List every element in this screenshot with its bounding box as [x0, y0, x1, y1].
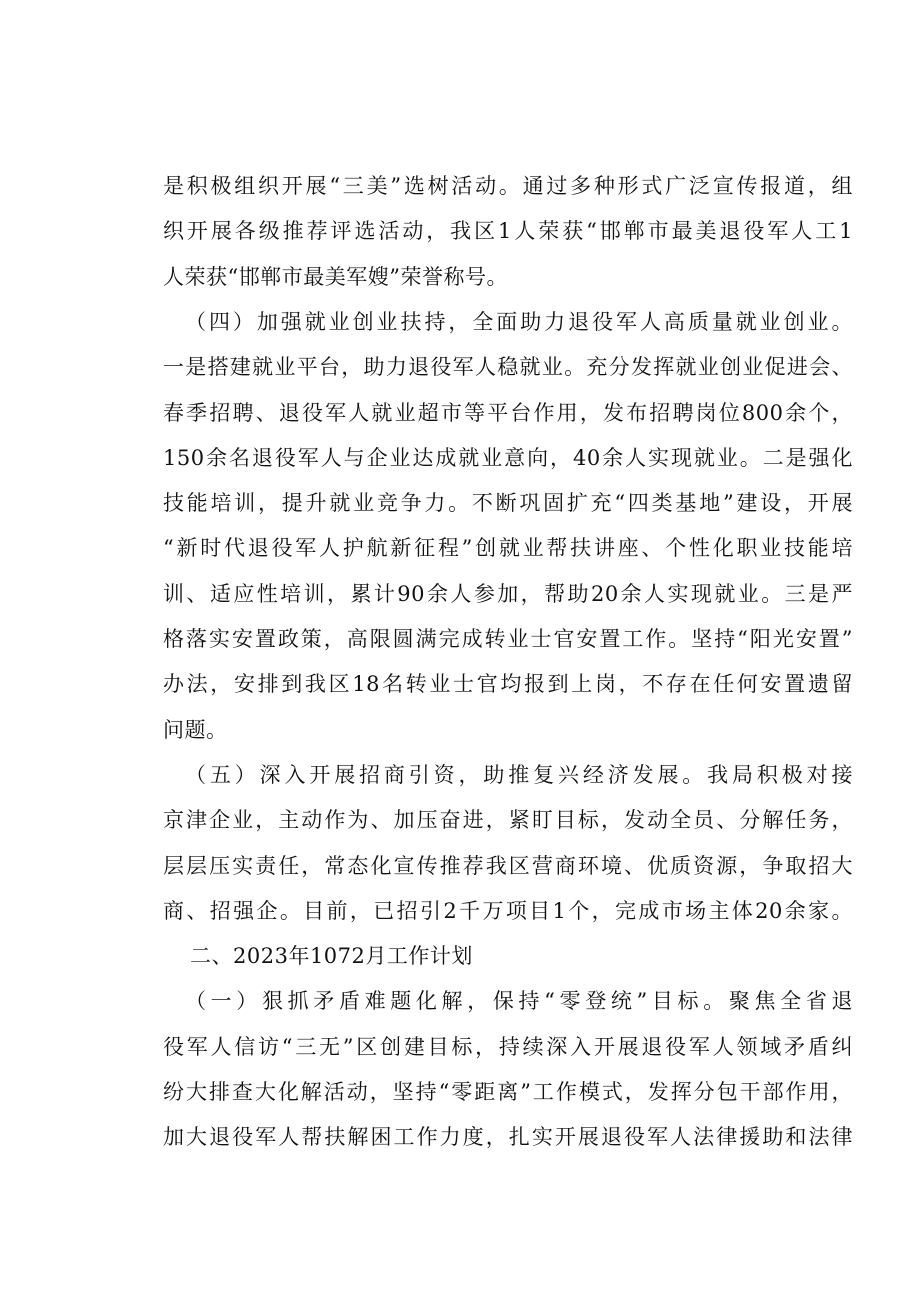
text-line: 办法，安排到我区18名转业士官均报到上岗，不存在任何安置遗留 [163, 672, 853, 697]
text-line: 人荣获“邯郸市最美军嫂”荣誉称号。 [163, 264, 508, 289]
text-line: “新时代退役军人护航新征程”创就业帮扶讲座、个性化职业技能培 [163, 536, 853, 561]
text-line: 训、适应性培训，累计90余人参加，帮助20余人实现就业。三是严 [163, 581, 853, 606]
text-line: 技能培训，提升就业竞争力。不断巩固扩充“四类基地”建设，开展 [163, 491, 853, 516]
text-line: 150余名退役军人与企业达成就业意向，40余人实现就业。二是强化 [163, 445, 853, 470]
text-line: 二、2023年1072月工作计划 [190, 944, 473, 969]
text-line: 织开展各级推荐评选活动，我区1人荣获“邯郸市最美退役军人工1 [163, 219, 853, 244]
text-line: 一是搭建就业平台，助力退役军人稳就业。充分发挥就业创业促进会、 [163, 355, 853, 380]
text-line: 层层压实责任，常态化宣传推荐我区营商环境、优质资源，争取招大 [163, 853, 853, 878]
text-line: （五）深入开展招商引资，助推复兴经济发展。我局积极对接 [185, 762, 853, 787]
text-line: 纷大排查大化解活动，坚持“零距离”工作模式，发挥分包干部作用， [163, 1080, 853, 1104]
text-line: （四）加强就业创业扶持，全面助力退役军人高质量就业创业。 [185, 309, 853, 334]
text-line: 问题。 [163, 717, 228, 742]
text-line: 京津企业，主动作为、加压奋进，紧盯目标，发动全员、分解任务， [163, 808, 853, 833]
text-line: 格落实安置政策，高限圆满完成转业士官安置工作。坚持“阳光安置” [163, 627, 853, 651]
text-line: （一）狠抓矛盾难题化解，保持“零登统”目标。聚焦全省退 [185, 989, 853, 1014]
text-line: 春季招聘、退役军人就业超市等平台作用，发布招聘岗位800余个， [163, 400, 853, 425]
text-line: 商、招强企。目前，已招引2千万项目1个，完成市场主体20余家。 [163, 898, 853, 923]
text-line: 加大退役军人帮扶解困工作力度，扎实开展退役军人法律援助和法律 [163, 1125, 853, 1150]
text-line: 役军人信访“三无”区创建目标，持续深入开展退役军人领域矛盾纠 [163, 1034, 853, 1059]
text-line: 是积极组织开展“三美”选树活动。通过多种形式广泛宣传报道，组 [163, 174, 853, 198]
